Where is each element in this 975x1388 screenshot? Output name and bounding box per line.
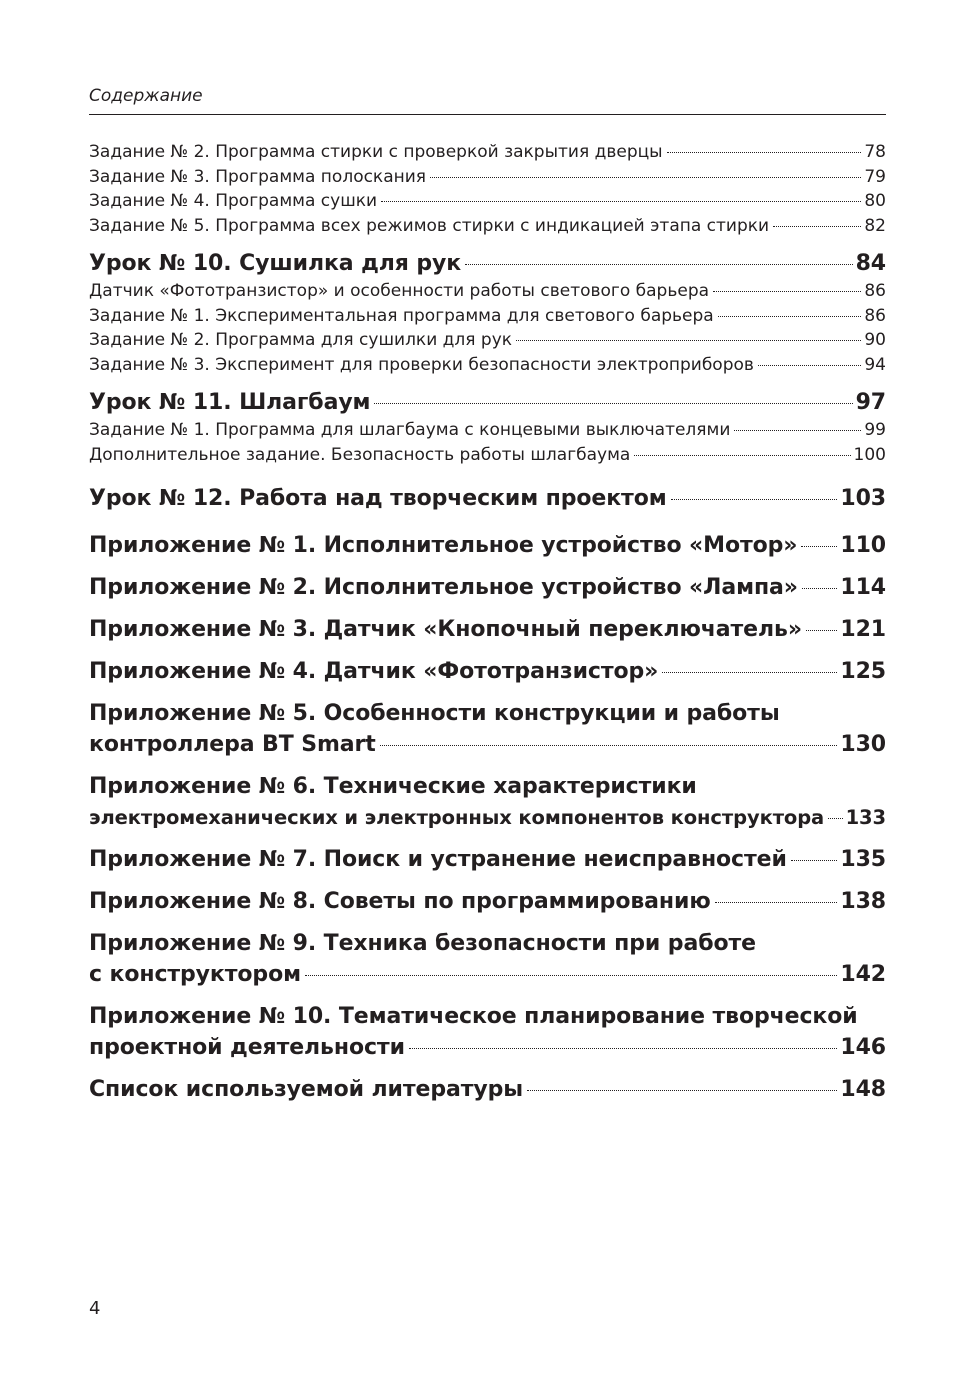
toc-appendix-title-line1: Приложение № 10. Тематическое планирование творческой xyxy=(89,1004,858,1029)
dot-leader xyxy=(381,201,861,202)
toc-entry[interactable] xyxy=(89,279,886,304)
dot-leader xyxy=(828,818,842,819)
dot-leader xyxy=(634,455,850,456)
dot-leader xyxy=(374,403,852,404)
toc-bibliography-page: 148 xyxy=(840,1077,886,1102)
toc-chapter-title: Урок № 12. Работа над творческим проектом xyxy=(89,486,667,511)
toc-appendix-page: 146 xyxy=(840,1035,886,1060)
toc-entry-title: Задание № 3. Эксперимент для проверки безопасности электроприборов xyxy=(89,354,754,375)
toc-appendix-title: Приложение № 8. Советы по программированию xyxy=(89,889,711,914)
toc-appendix-page: 133 xyxy=(845,806,886,829)
toc-bibliography-title: Список используемой литературы xyxy=(89,1077,524,1102)
toc-entry-page: 78 xyxy=(864,142,886,162)
toc-entry[interactable] xyxy=(89,443,886,468)
toc-entry-title: Задание № 4. Программа сушки xyxy=(89,191,378,211)
dot-leader xyxy=(465,264,853,265)
dot-leader xyxy=(773,226,861,227)
toc-entry[interactable] xyxy=(89,328,886,353)
toc-entry-page: 94 xyxy=(864,354,886,375)
toc-appendix-page: 125 xyxy=(840,659,886,684)
dot-leader xyxy=(527,1090,837,1091)
toc-appendix-title: Приложение № 1. Исполнительное устройство «Мотор» xyxy=(89,533,798,558)
toc-entry[interactable] xyxy=(89,189,886,214)
dot-leader xyxy=(305,975,837,976)
dot-leader xyxy=(715,902,838,903)
toc-appendix-page: 135 xyxy=(840,847,886,872)
toc-chapter-page: 97 xyxy=(855,390,886,415)
toc-entry-title: Дополнительное задание. Безопасность работы шлагбаума xyxy=(89,444,631,465)
toc-entry-page: 82 xyxy=(864,215,886,236)
dot-leader xyxy=(713,291,861,292)
toc-appendix[interactable] xyxy=(89,928,886,990)
toc-entry-title: Датчик «Фототранзистор» и особенности работы светового барьера xyxy=(89,281,710,301)
toc-appendix-title-line1: Приложение № 9. Техника безопасности при работе xyxy=(89,931,756,956)
toc-appendix[interactable] xyxy=(89,1001,886,1063)
toc-appendix-title: Приложение № 4. Датчик «Фототранзистор» xyxy=(89,659,659,684)
toc-entry-title: Задание № 1. Программа для шлагбаума с концевыми выключателями xyxy=(89,420,731,440)
toc-appendix-page: 110 xyxy=(840,533,886,558)
dot-leader xyxy=(801,546,837,547)
dot-leader xyxy=(662,672,837,673)
toc-chapter[interactable] xyxy=(89,387,886,418)
dot-leader xyxy=(806,630,837,631)
toc-chapter-page: 103 xyxy=(840,486,886,511)
toc-appendix-title: Приложение № 2. Исполнительное устройство «Лампа» xyxy=(89,575,798,600)
toc-chapter[interactable] xyxy=(89,483,886,514)
toc-entry-title: Задание № 2. Программа для сушилки для рук xyxy=(89,330,513,350)
toc-appendix-page: 138 xyxy=(840,889,886,914)
toc-entry-title: Задание № 5. Программа всех режимов стирки с индикацией этапа стирки xyxy=(89,215,770,236)
toc-entry-title: Задание № 2. Программа стирки с проверкой закрытия дверцы xyxy=(89,142,663,162)
toc-appendix[interactable] xyxy=(89,572,886,603)
toc-entry-page: 86 xyxy=(864,281,886,301)
toc-entry-page: 99 xyxy=(864,420,886,440)
dot-leader xyxy=(734,430,861,431)
toc-chapter[interactable] xyxy=(89,248,886,279)
dot-leader xyxy=(380,745,838,746)
page-number: 4 xyxy=(89,1298,101,1319)
toc-appendix[interactable] xyxy=(89,530,886,561)
toc-appendix[interactable] xyxy=(89,656,886,687)
toc-appendix-title-line2: контроллера BT Smart xyxy=(89,732,376,757)
toc-appendix[interactable] xyxy=(89,886,886,917)
toc-appendix-title-line1: Приложение № 5. Особенности конструкции и работы xyxy=(89,701,780,726)
toc-appendix-page: 121 xyxy=(840,617,886,642)
toc-appendix-title-line2: электромеханических и электронных компонентов конструктора xyxy=(89,806,825,829)
toc-appendix-title-line2: с конструктором xyxy=(89,962,301,987)
toc-appendix[interactable] xyxy=(89,698,886,760)
toc-entry[interactable] xyxy=(89,418,886,443)
dot-leader xyxy=(430,177,861,178)
dot-leader xyxy=(802,588,837,589)
toc-entry[interactable] xyxy=(89,304,886,329)
toc-appendix[interactable] xyxy=(89,614,886,645)
toc-bibliography[interactable] xyxy=(89,1074,886,1105)
dot-leader xyxy=(671,499,838,500)
toc-entry-page: 90 xyxy=(864,330,886,350)
dot-leader xyxy=(718,316,862,317)
toc-entry-page: 79 xyxy=(864,166,886,187)
dot-leader xyxy=(791,860,838,861)
toc-chapter-page: 84 xyxy=(855,251,886,276)
toc-entry[interactable] xyxy=(89,214,886,239)
running-header: Содержание xyxy=(89,86,203,106)
toc-appendix-title-line2: проектной деятельности xyxy=(89,1035,405,1060)
dot-leader xyxy=(409,1048,837,1049)
toc-entry-page: 80 xyxy=(864,191,886,211)
toc-appendix-title-line1: Приложение № 6. Технические характеристики xyxy=(89,774,697,799)
toc-entry-page: 100 xyxy=(853,444,886,465)
header-rule xyxy=(89,114,886,115)
toc-appendix-title: Приложение № 3. Датчик «Кнопочный переключатель» xyxy=(89,617,802,642)
table-of-contents xyxy=(89,140,886,1105)
toc-appendix[interactable] xyxy=(89,771,886,833)
toc-entry-page: 86 xyxy=(864,305,886,326)
toc-appendix-page: 114 xyxy=(840,575,886,600)
dot-leader xyxy=(516,340,861,341)
toc-chapter-title: Урок № 11. Шлагбаум xyxy=(89,390,371,415)
toc-entry[interactable] xyxy=(89,353,886,378)
dot-leader xyxy=(667,152,862,153)
toc-entry-title: Задание № 1. Экспериментальная программа для светового барьера xyxy=(89,305,714,326)
toc-appendix[interactable] xyxy=(89,844,886,875)
toc-entry-title: Задание № 3. Программа полоскания xyxy=(89,166,427,187)
dot-leader xyxy=(758,365,861,366)
toc-appendix-page: 142 xyxy=(840,962,886,987)
toc-chapter-title: Урок № 10. Сушилка для рук xyxy=(89,251,462,276)
toc-entry[interactable] xyxy=(89,165,886,190)
toc-appendix-title: Приложение № 7. Поиск и устранение неисправностей xyxy=(89,847,787,872)
toc-entry[interactable] xyxy=(89,140,886,165)
toc-appendix-page: 130 xyxy=(840,732,886,757)
